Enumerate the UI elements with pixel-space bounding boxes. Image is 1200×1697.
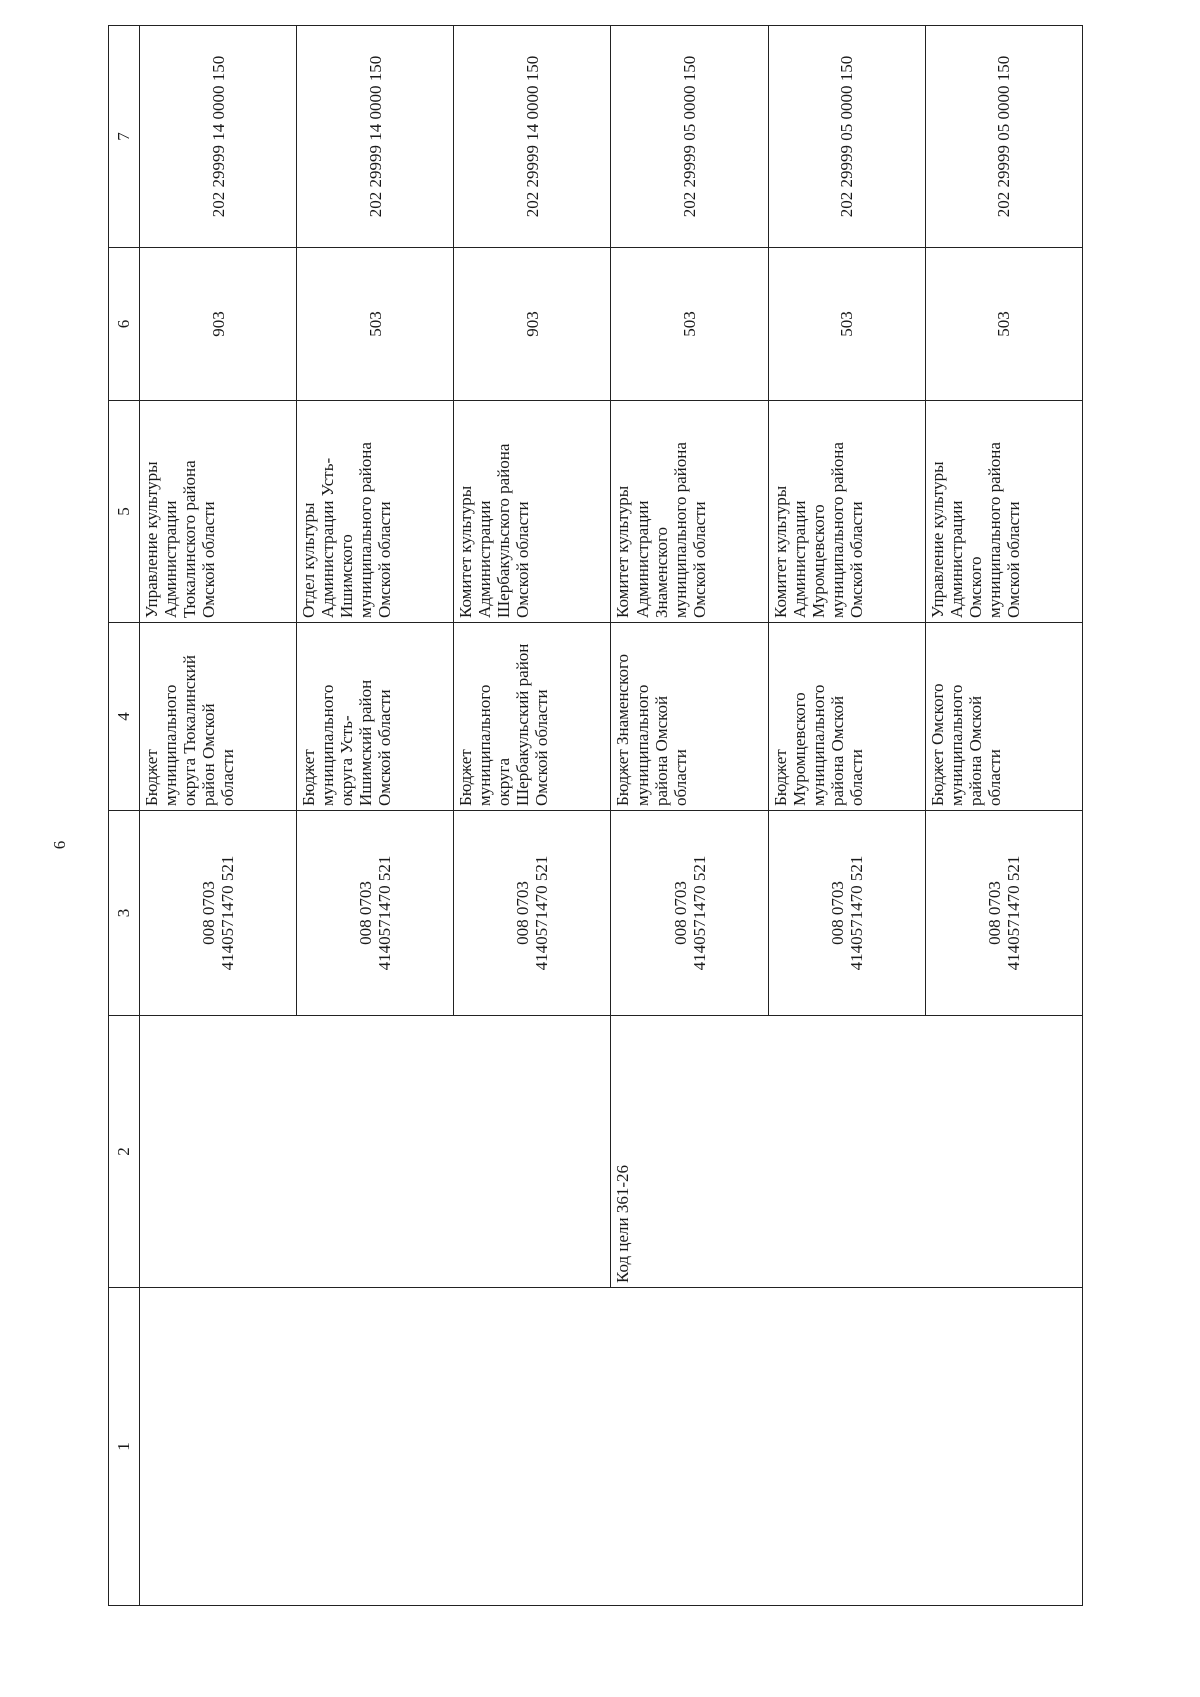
cell-col-6: 903: [140, 248, 297, 401]
header-row: [109, 26, 140, 1606]
cell-col-3: 008 0703 4140571470 521: [140, 811, 297, 1016]
cell-col-3: 008 0703 4140571470 521: [768, 811, 925, 1016]
cell-col-7: 202 29999 05 0000 150: [611, 26, 768, 248]
page-number: 6: [50, 840, 69, 850]
cell-col-5: Комитет культуры Администрации Знаменского муниципального района Омской области: [611, 401, 768, 623]
cell-col-3: 008 0703 4140571470 521: [611, 811, 768, 1016]
cell-col-4: Бюджет муниципального округа Шербакульский район Омской области: [454, 623, 611, 811]
cell-col-6: 503: [925, 248, 1082, 401]
cell-col-3: 008 0703 4140571470 521: [297, 811, 454, 1016]
header-col-5: 5: [109, 401, 140, 623]
cell-col-5: Комитет культуры Администрации Шербакульского района Омской области: [454, 401, 611, 623]
cell-col-5: Управление культуры Администрации Тюкалинского района Омской области: [140, 401, 297, 623]
cell-col-7: 202 29999 14 0000 150: [297, 26, 454, 248]
cell-col-4: Бюджет Знаменского муниципального района Омской области: [611, 623, 768, 811]
header-col-4: 4: [109, 623, 140, 811]
cell-col-1: [140, 1288, 1083, 1606]
cell-col-7: 202 29999 14 0000 150: [140, 26, 297, 248]
header-col-3: 3: [109, 811, 140, 1016]
cell-col-5: Комитет культуры Администрации Муромцевского муниципального района Омской области: [768, 401, 925, 623]
cell-col-3: 008 0703 4140571470 521: [454, 811, 611, 1016]
table-row: [140, 26, 297, 1606]
cell-col-6: 503: [768, 248, 925, 401]
cell-col-4: Бюджет Муромцевского муниципального района Омской области: [768, 623, 925, 811]
header-col-7: 7: [109, 26, 140, 248]
cell-col-5: Управление культуры Администрации Омского муниципального района Омской области: [925, 401, 1082, 623]
cell-col-3: 008 0703 4140571470 521: [925, 811, 1082, 1016]
cell-col-6: 903: [454, 248, 611, 401]
cell-col-5: Отдел культуры Администрации Усть- Ишимского муниципального района Омской области: [297, 401, 454, 623]
cell-col-7: 202 29999 14 0000 150: [454, 26, 611, 248]
cell-col-7: 202 29999 05 0000 150: [768, 26, 925, 248]
header-col-2: 2: [109, 1016, 140, 1288]
cell-col-6: 503: [297, 248, 454, 401]
cell-col-4: Бюджет Омского муниципального района Омской области: [925, 623, 1082, 811]
allocation-table: [108, 25, 1083, 1606]
cell-col-6: 503: [611, 248, 768, 401]
cell-col-4: Бюджет муниципального округа Тюкалинский район Омской области: [140, 623, 297, 811]
cell-col-7: 202 29999 05 0000 150: [925, 26, 1082, 248]
header-col-1: 1: [109, 1288, 140, 1606]
cell-col-4: Бюджет муниципального округа Усть- Ишимский район Омской области: [297, 623, 454, 811]
rotated-table-container: [108, 55, 1083, 1606]
cell-col-2-target-code: Код цели 361-26: [611, 1016, 1083, 1288]
header-col-6: 6: [109, 248, 140, 401]
cell-col-2: [140, 1016, 611, 1288]
